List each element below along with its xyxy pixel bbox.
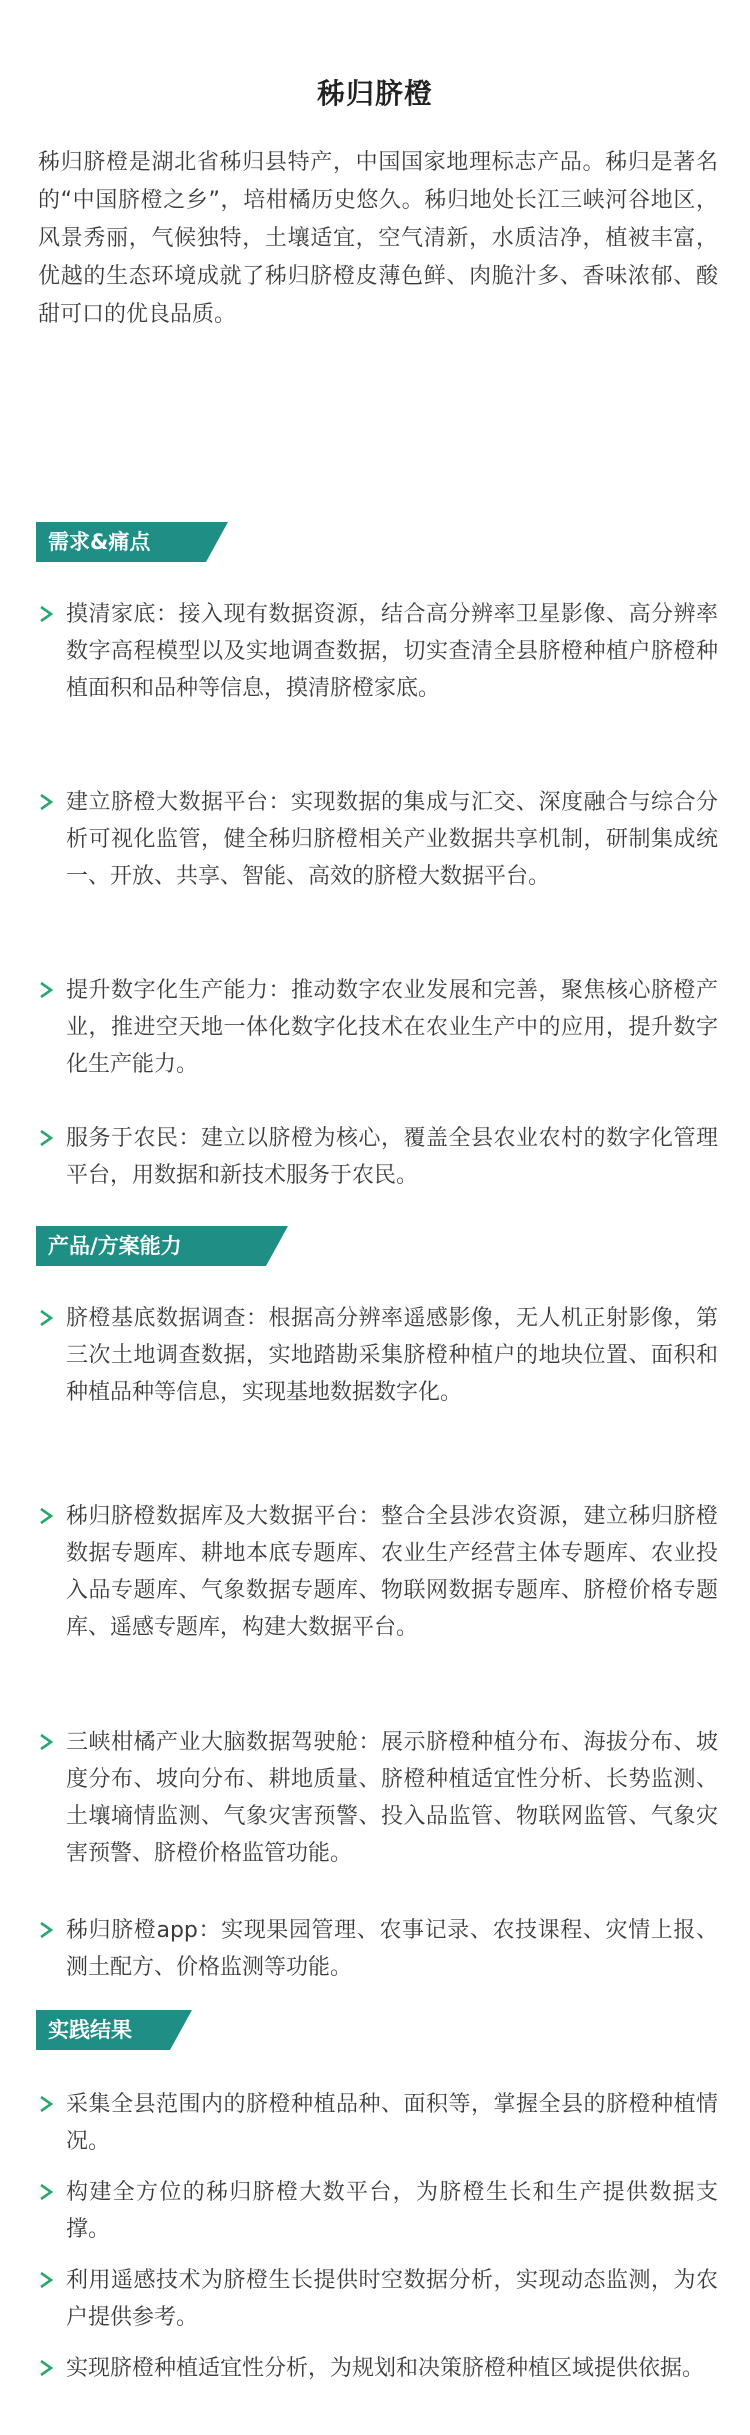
list-item-text: 实现脐橙种植适宜性分析，为规划和决策脐橙种植区域提供依据。 [66,2356,705,2381]
list-item-text: 提升数字化生产能力：推动数字农业发展和完善，聚焦核心脐橙产业，推进空天地一体化数字化技术在农业生产中的应用，提升数字化生产能力。 [66,978,718,1077]
list-item [38,972,718,1083]
section-tag-needs [36,522,150,562]
section-label: 需求&痛点 [48,530,151,554]
list-item [38,2174,718,2248]
list-item-text: 利用遥感技术为脐橙生长提供时空数据分析，实现动态监测，为农户提供参考。 [66,2268,718,2330]
list-item [38,1498,718,1646]
chevron-right-icon [38,2183,56,2201]
page-title: 秭归脐橙 [316,77,433,110]
list-item-text: 三峡柑橘产业大脑数据驾驶舱：展示脐橙种植分布、海拔分布、坡度分布、坡向分布、耕地质量、脐橙种植适宜性分析、长势监测、土壤墒情监测、气象灾害预警、投入品监管、物联网监管、气象灾害预警、脐橙价格监管功能。 [66,1730,718,1866]
list-item-text: 秭归脐橙数据库及大数据平台：整合全县涉农资源，建立秭归脐橙数据专题库、耕地本底专题库、农业生产经营主体专题库、农业投入品专题库、气象数据专题库、物联网数据专题库、脐橙价格专题库、遥感专题库，构建大数据平台。 [66,1504,718,1640]
section-tag-product [36,1226,182,1266]
section-tag-results [36,2010,132,2050]
list-item [38,1912,718,1986]
list-item-text: 脐橙基底数据调查：根据高分辨率遥感影像，无人机正射影像，第三次土地调查数据，实地踏勘采集脐橙种植户的地块位置、面积和种植品种等信息，实现基地数据数字化。 [66,1306,718,1405]
chevron-right-icon [38,1733,56,1751]
chevron-right-icon [38,1129,56,1147]
list-item-text: 秭归脐橙app：实现果园管理、农事记录、农技课程、灾情上报、测土配方、价格监测等功能。 [66,1918,718,1980]
list-item-text: 建立脐橙大数据平台：实现数据的集成与汇交、深度融合与综合分析可视化监管，健全秭归脐橙相关产业数据共享机制，研制集成统一、开放、共享、智能、高效的脐橙大数据平台。 [66,790,718,889]
list-item [38,1724,718,1872]
section-label: 实践结果 [48,2018,132,2042]
chevron-right-icon [38,2359,56,2377]
chevron-right-icon [38,2271,56,2289]
list-item [38,2350,718,2387]
chevron-right-icon [38,1507,56,1525]
list-item [38,2086,718,2160]
list-item [38,1300,718,1411]
list-item-text: 服务于农民：建立以脐橙为核心，覆盖全县农业农村的数字化管理平台，用数据和新技术服务于农民。 [66,1126,718,1188]
list-item-text: 构建全方位的秭归脐橙大数平台，为脐橙生长和生产提供数据支撑。 [66,2180,718,2242]
list-item [38,1120,718,1194]
list-item [38,596,718,707]
list-item-text: 采集全县范围内的脐橙种植品种、面积等，掌握全县的脐橙种植情况。 [66,2092,718,2154]
chevron-right-icon [38,793,56,811]
chevron-right-icon [38,605,56,623]
chevron-right-icon [38,2095,56,2113]
chevron-right-icon [38,1309,56,1327]
chevron-right-icon [38,981,56,999]
list-item [38,2262,718,2336]
list-item [38,784,718,895]
intro-paragraph: 秭归脐橙是湖北省秭归县特产，中国国家地理标志产品。秭归是著名的“中国脐橙之乡”，培柑橘历史悠久。秭归地处长江三峡河谷地区，风景秀丽，气候独特，土壤适宜，空气清新，水质洁净，植被丰富，优越的生态环境成就了秭归脐橙皮薄色鲜、肉脆汁多、香味浓郁、酸甜可口的优良品质。 [38,150,718,327]
section-label: 产品/方案能力 [48,1234,182,1258]
chevron-right-icon [38,1921,56,1939]
list-item-text: 摸清家底：接入现有数据资源，结合高分辨率卫星影像、高分辨率数字高程模型以及实地调查数据，切实查清全县脐橙种植户脐橙种植面积和品种等信息，摸清脐橙家底。 [66,602,718,701]
